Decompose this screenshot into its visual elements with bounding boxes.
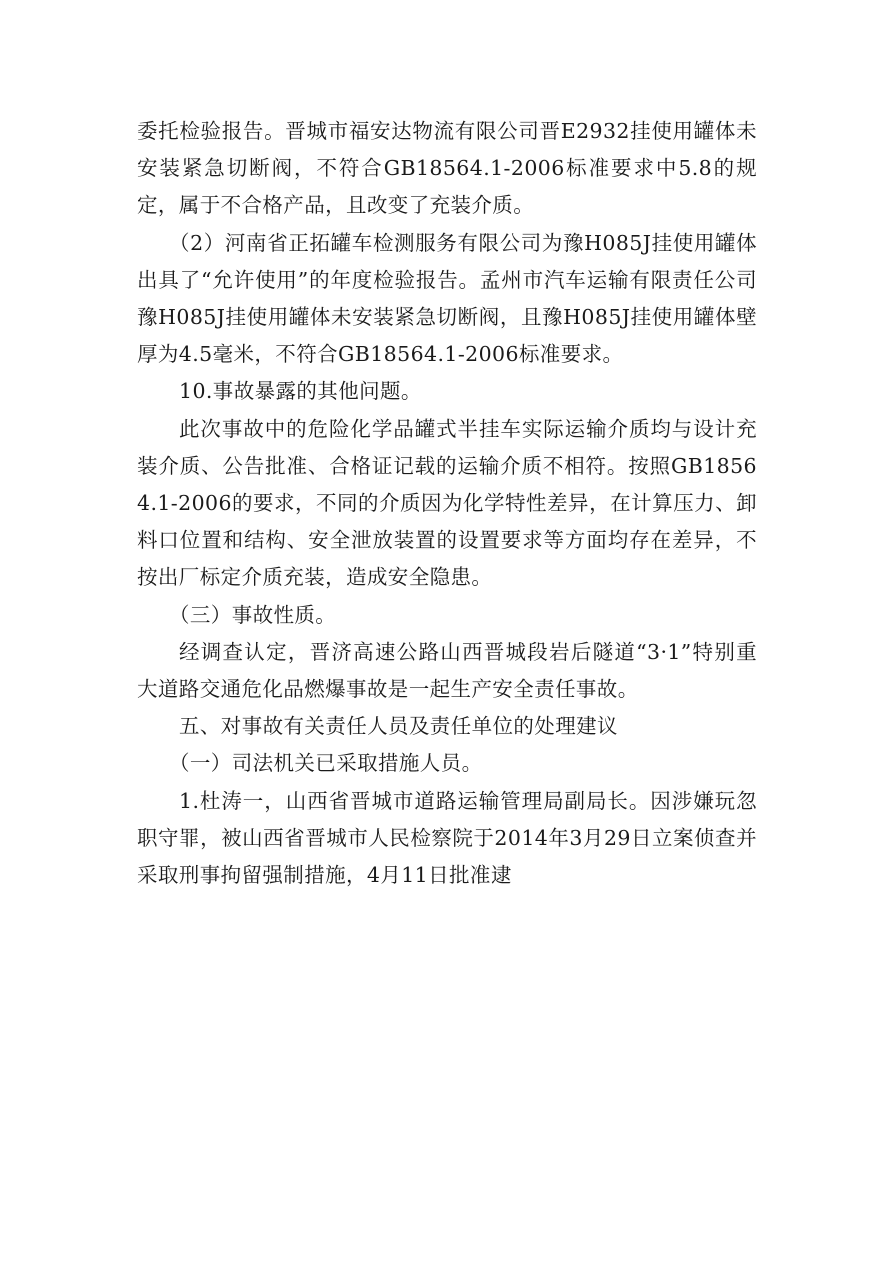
section-heading-handling-suggestions: 五、对事故有关责任人员及责任单位的处理建议: [179, 714, 618, 739]
paragraph-inspection-report: 委托检验报告。晋城市福安达物流有限公司晋E2932挂使用罐体未安装紧急切断阀，不符合GB18564.1-2006标准要求中5.8的规定，属于不合格产品，且改变了充装介质。: [137, 119, 757, 218]
paragraph-accident-nature-heading: （三）事故性质。: [169, 602, 337, 627]
paragraph-accident-nature: 经调查认定，晋济高速公路山西晋城段岩后隧道“3·1”特别重大道路交通危化品燃爆事故是一起生产安全责任事故。: [137, 639, 757, 702]
paragraph-henan-inspection: （2）河南省正拓罐车检测服务有限公司为豫H085J挂使用罐体出具了“允许使用”的年度检验报告。孟州市汽车运输有限责任公司豫H085J挂使用罐体未安装紧急切断阀，且豫H085J挂使用罐体壁厚为4.5毫米，不符合GB18564.1-2006标准要求。: [137, 230, 757, 367]
document-body: [137, 113, 757, 894]
paragraph-other-issues-heading: 10.事故暴露的其他问题。: [179, 379, 422, 404]
paragraph-judicial-measures-heading: （一）司法机关已采取措施人员。: [169, 751, 483, 776]
paragraph-other-issues: 此次事故中的危险化学品罐式半挂车实际运输介质均与设计充装介质、公告批准、合格证记载的运输介质不相符。按照GB18564.1-2006的要求，不同的介质因为化学特性差异，在计算压力、卸料口位置和结构、安全泄放装置的设置要求等方面均存在差异，不按出厂标定介质充装，造成安全隐患。: [137, 416, 757, 590]
paragraph-person-du-taoyi: 1.杜涛一，山西省晋城市道路运输管理局副局长。因涉嫌玩忽职守罪，被山西省晋城市人民检察院于2014年3月29日立案侦查并采取刑事拘留强制措施，4月11日批准逮: [137, 788, 757, 888]
